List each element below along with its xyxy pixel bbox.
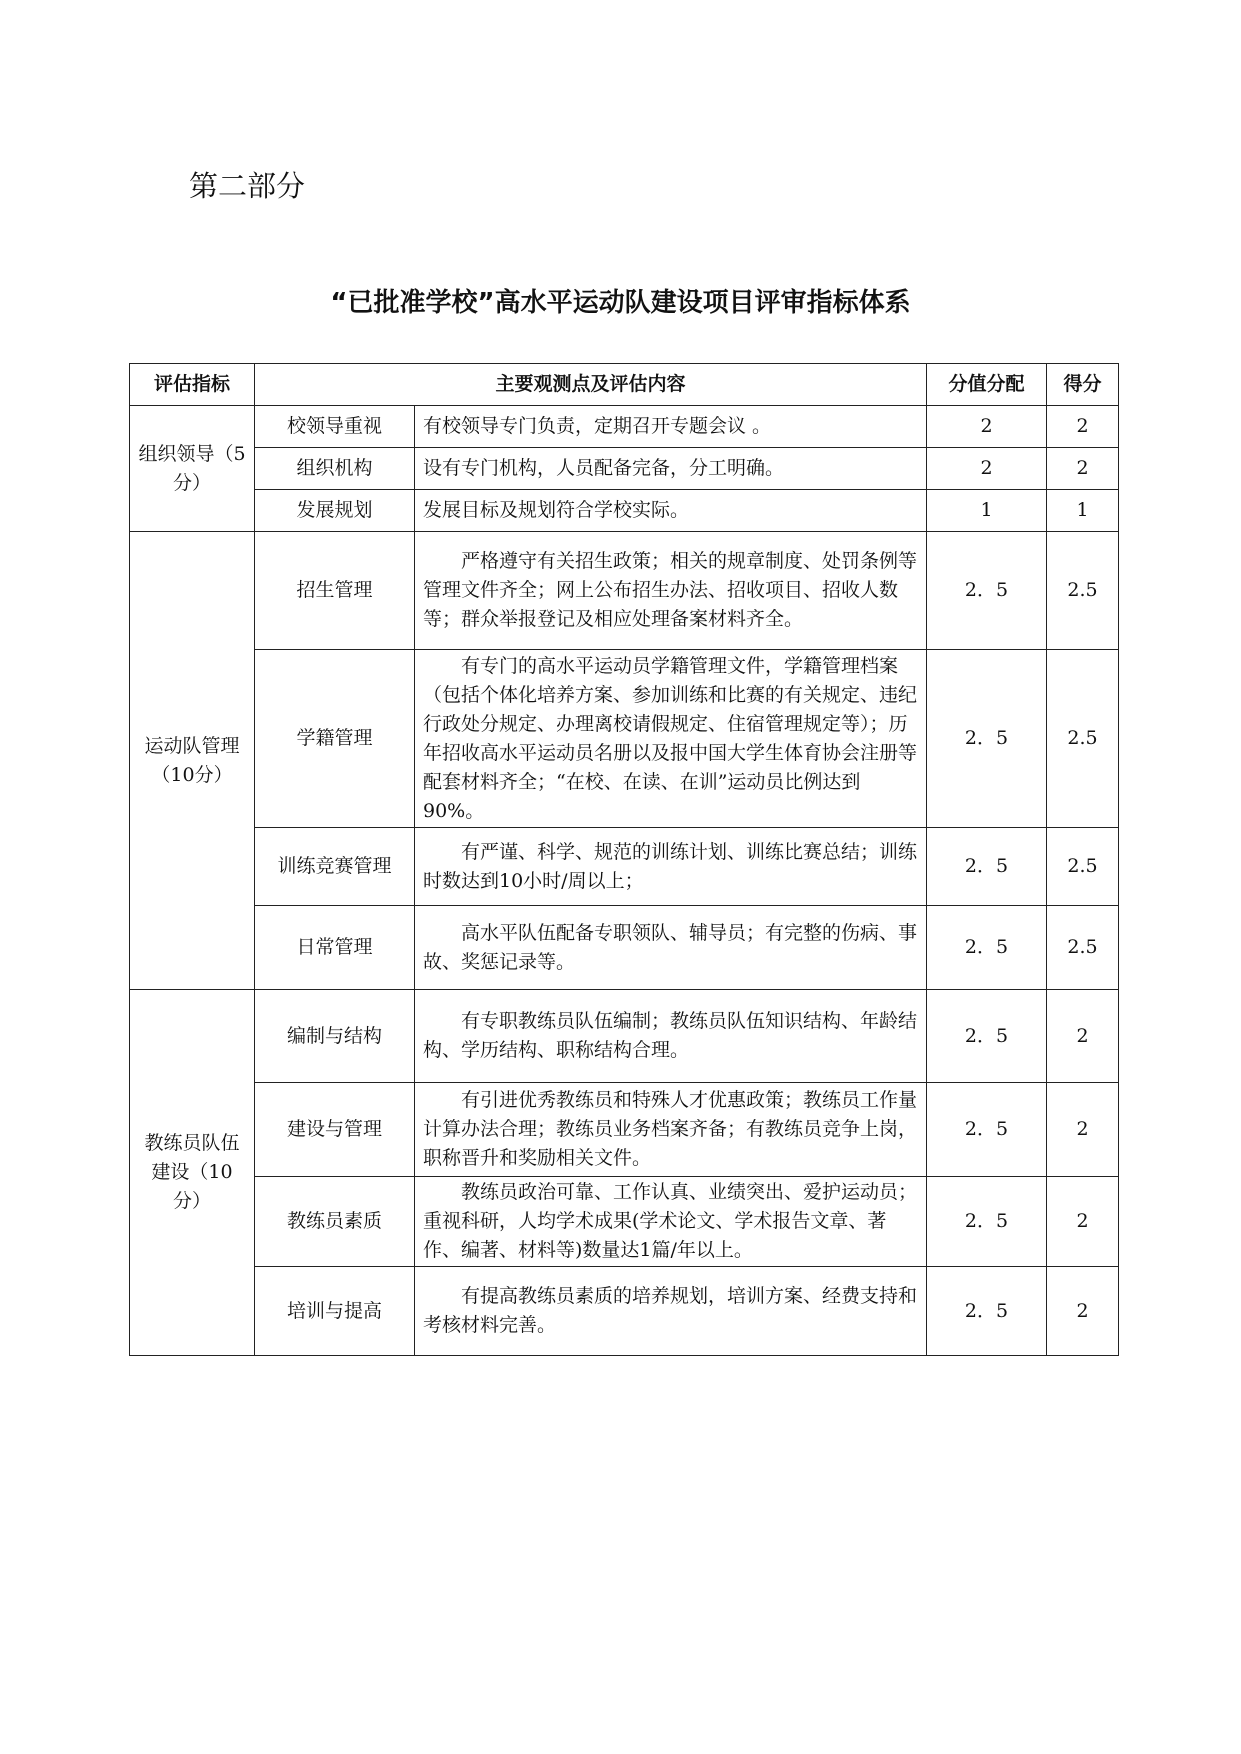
item-content: 严格遵守有关招生政策；相关的规章制度、处罚条例等管理文件齐全；网上公布招生办法、招收项目、招收人数等；群众举报登记及相应处理备案材料齐全。 [415,532,927,650]
item-name: 教练员素质 [255,1177,415,1267]
item-score: 2.5 [1047,650,1119,828]
document-title: “已批准学校”高水平运动队建设项目评审指标体系 [330,288,911,318]
item-score: 2 [1047,1267,1119,1356]
item-name: 培训与提高 [255,1267,415,1356]
item-score: 2 [1047,1177,1119,1267]
table-row [130,532,1119,650]
item-points: 2．5 [927,1083,1047,1177]
item-name: 建设与管理 [255,1083,415,1177]
item-content: 有校领导专门负责，定期召开专题会议 。 [415,406,927,448]
item-points: 2．5 [927,650,1047,828]
item-score: 2.5 [1047,828,1119,906]
item-score: 2 [1047,1083,1119,1177]
item-score: 2 [1047,990,1119,1083]
item-score: 2.5 [1047,532,1119,650]
item-score: 2 [1047,448,1119,490]
item-points: 2．5 [927,990,1047,1083]
header-indicator: 评估指标 [130,364,255,406]
group-name: 教练员队伍建设（10分） [130,990,255,1356]
item-name: 编制与结构 [255,990,415,1083]
item-content: 高水平队伍配备专职领队、辅导员；有完整的伤病、事故、奖惩记录等。 [415,906,927,990]
item-content: 教练员政治可靠、工作认真、业绩突出、爱护运动员；重视科研，人均学术成果(学术论文、学术报告文章、著作、编著、材料等)数量达1篇/年以上。 [415,1177,927,1267]
table-row [130,1177,1119,1267]
evaluation-table [129,363,1119,1356]
group-name: 组织领导（5分） [130,406,255,532]
header-score: 得分 [1047,364,1119,406]
item-content: 有引进优秀教练员和特殊人才优惠政策；教练员工作量计算办法合理；教练员业务档案齐备；有教练员竞争上岗，职称晋升和奖励相关文件。 [415,1083,927,1177]
item-content: 设有专门机构，人员配备完备，分工明确。 [415,448,927,490]
item-name: 发展规划 [255,490,415,532]
table-header-row [130,364,1119,406]
table-row [130,828,1119,906]
item-points: 2．5 [927,532,1047,650]
item-name: 学籍管理 [255,650,415,828]
part-heading: 第二部分 [189,169,306,203]
item-score: 2 [1047,406,1119,448]
item-content: 有专门的高水平运动员学籍管理文件，学籍管理档案（包括个体化培养方案、参加训练和比赛的有关规定、违纪行政处分规定、办理离校请假规定、住宿管理规定等）；历年招收高水平运动员名册以及报中国大学生体育协会注册等配套材料齐全；“在校、在读、在训”运动员比例达到90%。 [415,650,927,828]
table-row [130,448,1119,490]
item-content: 发展目标及规划符合学校实际。 [415,490,927,532]
table-row [130,990,1119,1083]
item-points: 2．5 [927,1267,1047,1356]
item-points: 2 [927,406,1047,448]
table-row [130,1267,1119,1356]
item-name: 招生管理 [255,532,415,650]
item-points: 2．5 [927,1177,1047,1267]
table-row [130,650,1119,828]
item-content: 有专职教练员队伍编制；教练员队伍知识结构、年龄结构、学历结构、职称结构合理。 [415,990,927,1083]
header-content: 主要观测点及评估内容 [255,364,927,406]
item-points: 2．5 [927,828,1047,906]
item-content: 有严谨、科学、规范的训练计划、训练比赛总结；训练时数达到10小时/周以上； [415,828,927,906]
item-name: 组织机构 [255,448,415,490]
header-points: 分值分配 [927,364,1047,406]
table-row [130,406,1119,448]
group-name: 运动队管理（10分） [130,532,255,990]
item-name: 日常管理 [255,906,415,990]
item-name: 训练竞赛管理 [255,828,415,906]
table-row [130,906,1119,990]
item-score: 2.5 [1047,906,1119,990]
item-points: 2 [927,448,1047,490]
item-score: 1 [1047,490,1119,532]
item-points: 2．5 [927,906,1047,990]
item-name: 校领导重视 [255,406,415,448]
item-points: 1 [927,490,1047,532]
table-row [130,490,1119,532]
item-content: 有提高教练员素质的培养规划，培训方案、经费支持和考核材料完善。 [415,1267,927,1356]
table-row [130,1083,1119,1177]
